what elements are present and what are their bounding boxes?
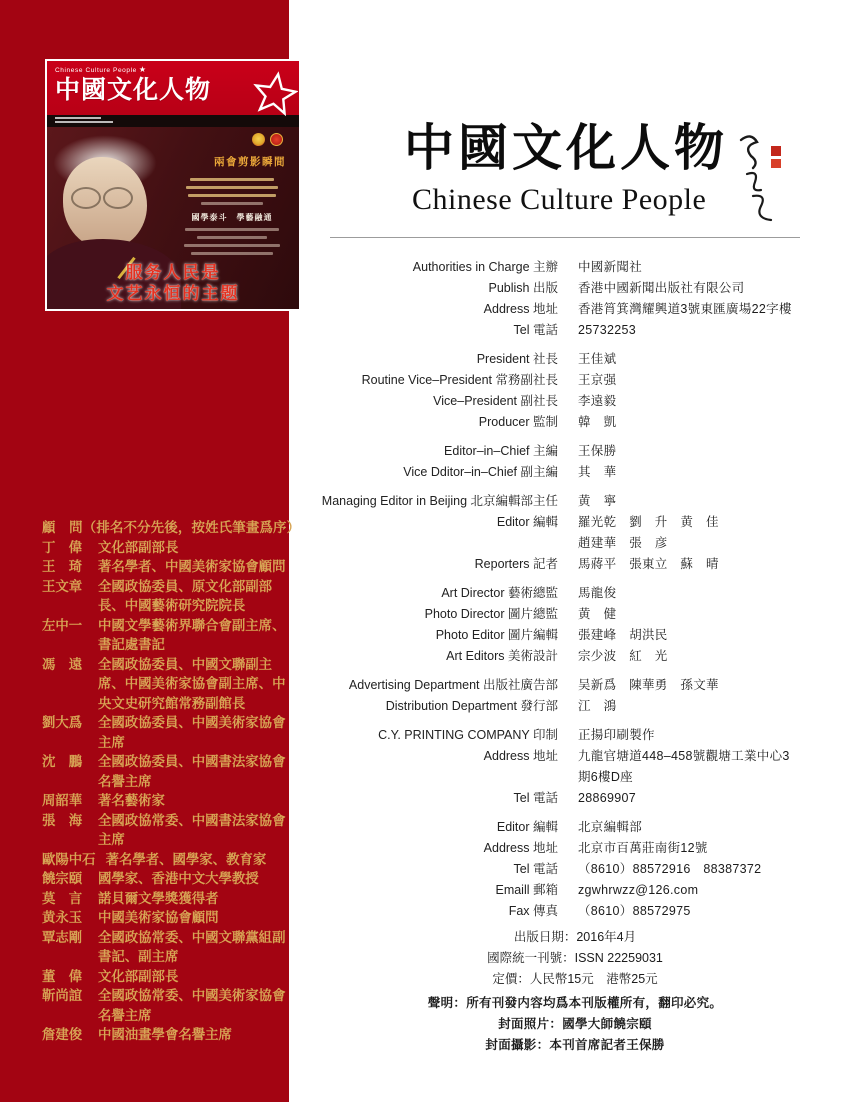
cover-text-bar xyxy=(188,194,276,197)
advisor-description: 中國文學藝術界聯合會副主席、書記處書記 xyxy=(98,617,286,652)
credit-value: 王京强 xyxy=(578,373,617,387)
advisor-name: 張 海 xyxy=(42,812,83,828)
cover-text-bar xyxy=(184,244,280,247)
credit-value: 九龍官塘道448–458號觀塘工業中心3 xyxy=(578,749,790,763)
credit-label xyxy=(310,533,558,554)
sidebar-red-panel xyxy=(0,0,301,1102)
advisor-row xyxy=(42,889,290,909)
credit-value: 張建峰 胡洪民 xyxy=(578,628,668,642)
credits-section xyxy=(310,441,840,483)
credit-label xyxy=(310,767,558,788)
credit-row xyxy=(310,299,840,320)
advisor-description: 諾貝爾文學獎獲得者 xyxy=(98,890,219,906)
credit-label: Art Editors 美術設計 xyxy=(446,649,558,663)
advisors-header: 顧 問（排名不分先後，按姓氏筆畫爲序） xyxy=(42,520,301,535)
credit-label: Publish 出版 xyxy=(488,281,558,295)
cover-kicker-text: Chinese Culture People xyxy=(55,67,137,74)
publication-info-line: 定價：人民幣15元 港幣25元 xyxy=(492,972,658,986)
credit-row xyxy=(310,349,840,370)
advisor-name: 黄永玉 xyxy=(42,910,83,925)
publication-info-line: 出版日期：2016年4月 xyxy=(513,930,637,944)
advisor-name: 左中一 xyxy=(42,617,83,633)
advisors-list xyxy=(42,518,301,1045)
advisor-name: 董 偉 xyxy=(42,968,83,984)
cover-small-text-lines xyxy=(177,173,287,255)
glasses-icon xyxy=(71,187,101,209)
credit-row xyxy=(310,583,840,604)
credit-value: 趙建華 張 彦 xyxy=(578,536,668,550)
credit-label: Vice Dditor–in–Chief 副主編 xyxy=(403,465,558,479)
advisor-row xyxy=(42,869,290,889)
credit-row xyxy=(310,257,840,278)
publication-info xyxy=(310,927,840,990)
declaration-line: 封面照片：國學大師饒宗頤 xyxy=(498,1017,652,1031)
credit-value: 黄 健 xyxy=(578,607,617,621)
credit-row xyxy=(310,625,840,646)
credit-row xyxy=(310,725,840,746)
advisor-description: 全國政協委員、中國書法家協會名譽主席 xyxy=(98,754,286,789)
advisor-description: 國學家、香港中文大學教授 xyxy=(98,871,259,886)
credit-value: zgwhrwzz@126.com xyxy=(578,883,699,897)
masthead-divider xyxy=(330,237,800,238)
credit-value: 香港筲箕灣耀興道3號東匯廣場22字樓 xyxy=(578,302,792,316)
credit-label: Authorities in Charge 主辦 xyxy=(412,260,558,274)
credit-value: 中國新聞社 xyxy=(578,260,643,274)
credit-row xyxy=(310,788,840,809)
credit-value: 馬蔣平 張東立 蘇 晴 xyxy=(578,557,719,571)
credit-value: 黄 寧 xyxy=(578,494,617,508)
credit-label: Tel 電話 xyxy=(513,791,558,805)
advisor-description: 中國美術家協會顧問 xyxy=(98,910,219,925)
advisor-row xyxy=(42,986,290,1025)
cover-feature-line: 國學泰斗 學藝融通 xyxy=(191,213,273,222)
credit-value: 28869907 xyxy=(578,791,637,805)
advisor-name: 周韶華 xyxy=(42,793,83,808)
credit-value: 韓 凱 xyxy=(578,415,617,429)
credit-label: Editor 編輯 xyxy=(496,820,558,834)
credit-value: 其 華 xyxy=(578,465,617,479)
advisor-row xyxy=(42,928,290,967)
calligrapher-signature xyxy=(733,126,793,230)
credit-value: 王佳斌 xyxy=(578,352,617,366)
credits-sections xyxy=(310,257,840,922)
cover-text-bar xyxy=(185,228,279,231)
credits-section xyxy=(310,583,840,667)
credit-row xyxy=(310,604,840,625)
credit-value: 李遠毅 xyxy=(578,394,617,408)
cover-emblems xyxy=(252,133,283,146)
cover-text-bar xyxy=(186,186,278,189)
credit-value: 北京市百萬莊南街12號 xyxy=(578,841,708,855)
advisor-description: 中國油畫學會名譽主席 xyxy=(98,1027,232,1042)
advisors-items xyxy=(42,538,290,1045)
advisor-name: 王 琦 xyxy=(42,559,83,574)
credit-row xyxy=(310,533,840,554)
credit-row xyxy=(310,278,840,299)
cover-micro-text-bar xyxy=(55,117,101,119)
advisor-description: 文化部副部長 xyxy=(98,539,179,555)
cover-text-bar xyxy=(197,236,267,239)
cover-slogan xyxy=(47,262,299,304)
advisor-description: 全國政協委員、原文化部副部長、中國藝術研究院院長 xyxy=(98,578,273,613)
credit-row xyxy=(310,767,840,788)
credit-label: Routine Vice–President 常務副社長 xyxy=(361,373,558,387)
advisor-row xyxy=(42,577,290,616)
advisor-name: 詹建俊 xyxy=(42,1027,83,1042)
credit-label: Managing Editor in Beijing 北京編輯部主任 xyxy=(321,494,558,508)
credits-section xyxy=(310,817,840,922)
credit-label: Emaill 郵箱 xyxy=(495,883,558,897)
credit-row xyxy=(310,491,840,512)
credit-row xyxy=(310,370,840,391)
credit-label: C.Y. PRINTING COMPANY 印制 xyxy=(378,728,558,742)
publication-title-en: Chinese Culture People xyxy=(412,183,707,216)
credit-label: President 社長 xyxy=(476,352,558,366)
cover-slogan-line2: 文艺永恒的主题 xyxy=(106,284,240,303)
credit-label: Distribution Department 發行部 xyxy=(385,699,558,713)
publication-title-zh: 中國文化人物 xyxy=(404,120,728,176)
advisor-name: 靳尚誼 xyxy=(42,988,83,1003)
advisor-name: 莫 言 xyxy=(42,890,83,906)
credit-label: Address 地址 xyxy=(483,302,558,316)
credit-label: Tel 電話 xyxy=(513,323,558,337)
credit-row xyxy=(310,675,840,696)
credit-value: 25732253 xyxy=(578,323,637,337)
star-outline-icon xyxy=(252,71,298,117)
advisor-row xyxy=(42,655,290,714)
advisor-row xyxy=(42,1025,290,1045)
credit-row xyxy=(310,441,840,462)
advisor-name: 馮 遠 xyxy=(42,656,83,672)
advisor-name: 沈 鵬 xyxy=(42,754,83,769)
credit-label: Address 地址 xyxy=(483,841,558,855)
cover-text-bar xyxy=(201,202,263,205)
credit-value: 北京編輯部 xyxy=(578,820,643,834)
declaration-line: 聲明：所有刊發内容均爲本刊版權所有，翻印必究。 xyxy=(427,996,723,1010)
credit-row xyxy=(310,554,840,575)
credit-row xyxy=(310,859,840,880)
credit-label: Photo Director 圖片總監 xyxy=(424,607,558,621)
advisor-description: 著名藝術家 xyxy=(98,793,165,808)
publication-info-line: 國際統一刊號：ISSN 22259031 xyxy=(487,951,663,965)
credit-value: 正揚印刷製作 xyxy=(578,728,655,742)
advisor-description: 全國政協委員、中國文聯副主席、中國美術家協會副主席、中央文史研究館常務副館長 xyxy=(98,656,286,711)
credit-label: Advertising Department 出版社廣告部 xyxy=(348,678,558,692)
advisor-description: 著名學者、中國美術家協會顧問 xyxy=(98,559,286,574)
cover-slogan-line1: 服务人民是 xyxy=(125,263,221,282)
credit-row xyxy=(310,512,840,533)
credit-label: Producer 監制 xyxy=(478,415,558,429)
advisor-row xyxy=(42,850,290,870)
cover-micro-text-bar xyxy=(55,121,113,123)
credits-block xyxy=(310,257,840,1056)
advisor-description: 全國政協常委、中國書法家協會主席 xyxy=(98,812,286,847)
magazine-cover xyxy=(47,61,299,309)
star-icon: ★ xyxy=(138,65,147,74)
credit-value: 吴新爲 陳華勇 孫文華 xyxy=(578,678,719,692)
advisor-name: 丁 偉 xyxy=(42,539,83,555)
advisor-description: 全國政協常委、中國美術家協會名譽主席 xyxy=(98,988,286,1023)
advisor-name: 劉大爲 xyxy=(42,715,83,730)
advisor-row xyxy=(42,967,290,987)
cover-photo xyxy=(47,127,299,309)
advisor-name: 歐陽中石 xyxy=(42,851,96,867)
credit-value: （8610）88572975 xyxy=(578,904,691,918)
credits-section xyxy=(310,491,840,575)
credit-row xyxy=(310,646,840,667)
cover-text-bar xyxy=(191,252,273,255)
advisor-row xyxy=(42,811,290,850)
credit-label: Art Director 藝術總監 xyxy=(441,586,558,600)
advisor-row xyxy=(42,616,290,655)
advisor-row xyxy=(42,908,290,928)
credit-label: Fax 傳真 xyxy=(508,904,558,918)
credit-row xyxy=(310,838,840,859)
credit-row xyxy=(310,901,840,922)
declaration-line: 封面攝影：本刊首席記者王保勝 xyxy=(485,1038,665,1052)
credit-row xyxy=(310,817,840,838)
credits-section xyxy=(310,349,840,433)
advisor-name: 饒宗頤 xyxy=(42,871,83,886)
cover-text-bar xyxy=(190,178,274,181)
advisor-description: 全國政協委員、中國美術家協會主席 xyxy=(98,715,286,750)
credit-label: Editor–in–Chief 主編 xyxy=(444,444,558,458)
advisor-name: 王文章 xyxy=(42,578,83,594)
advisor-row xyxy=(42,713,290,752)
advisor-row xyxy=(42,557,290,577)
credit-row xyxy=(310,696,840,717)
credit-row xyxy=(310,746,840,767)
credit-value: 宗少波 紅 光 xyxy=(578,649,668,663)
copyright-declaration xyxy=(310,993,840,1056)
credit-row xyxy=(310,880,840,901)
cppcc-emblem-icon xyxy=(270,133,283,146)
credit-label: Editor 編輯 xyxy=(496,515,558,529)
cover-headline: 兩會剪影瞬間 xyxy=(214,156,286,168)
credit-value: （8610）88572916 88387372 xyxy=(578,862,762,876)
credits-section xyxy=(310,725,840,809)
credit-row xyxy=(310,412,840,433)
advisor-row xyxy=(42,538,290,558)
credit-value: 期6樓D座 xyxy=(578,770,633,784)
glasses-icon xyxy=(103,187,133,209)
credit-row xyxy=(310,391,840,412)
credit-label: Address 地址 xyxy=(483,749,558,763)
cover-title: 中國文化人物 xyxy=(55,76,212,104)
advisor-description: 全國政協常委、中國文聯黨組副書記、副主席 xyxy=(98,929,286,964)
credit-label: Vice–President 副社長 xyxy=(433,394,558,408)
credits-section xyxy=(310,257,840,341)
advisor-row xyxy=(42,752,290,791)
credit-value: 香港中國新聞出版社有限公司 xyxy=(578,281,745,295)
credit-label: Tel 電話 xyxy=(513,862,558,876)
credit-label: Reporters 記者 xyxy=(474,557,558,571)
credit-value: 馬龍俊 xyxy=(578,586,617,600)
advisor-description: 文化部副部長 xyxy=(98,968,179,984)
national-emblem-icon xyxy=(252,133,265,146)
credit-row xyxy=(310,462,840,483)
advisor-row xyxy=(42,791,290,811)
cover-masthead xyxy=(47,61,299,115)
credit-value: 江 鴻 xyxy=(578,699,617,713)
credit-value: 羅光乾 劉 升 黄 佳 xyxy=(578,515,719,529)
credit-label: Photo Editor 圖片編輯 xyxy=(435,628,558,642)
credit-value: 王保勝 xyxy=(578,444,617,458)
credit-row xyxy=(310,320,840,341)
advisor-description: 著名學者、國學家、教育家 xyxy=(105,851,267,867)
advisor-name: 覃志剛 xyxy=(42,929,83,945)
credits-section xyxy=(310,675,840,717)
